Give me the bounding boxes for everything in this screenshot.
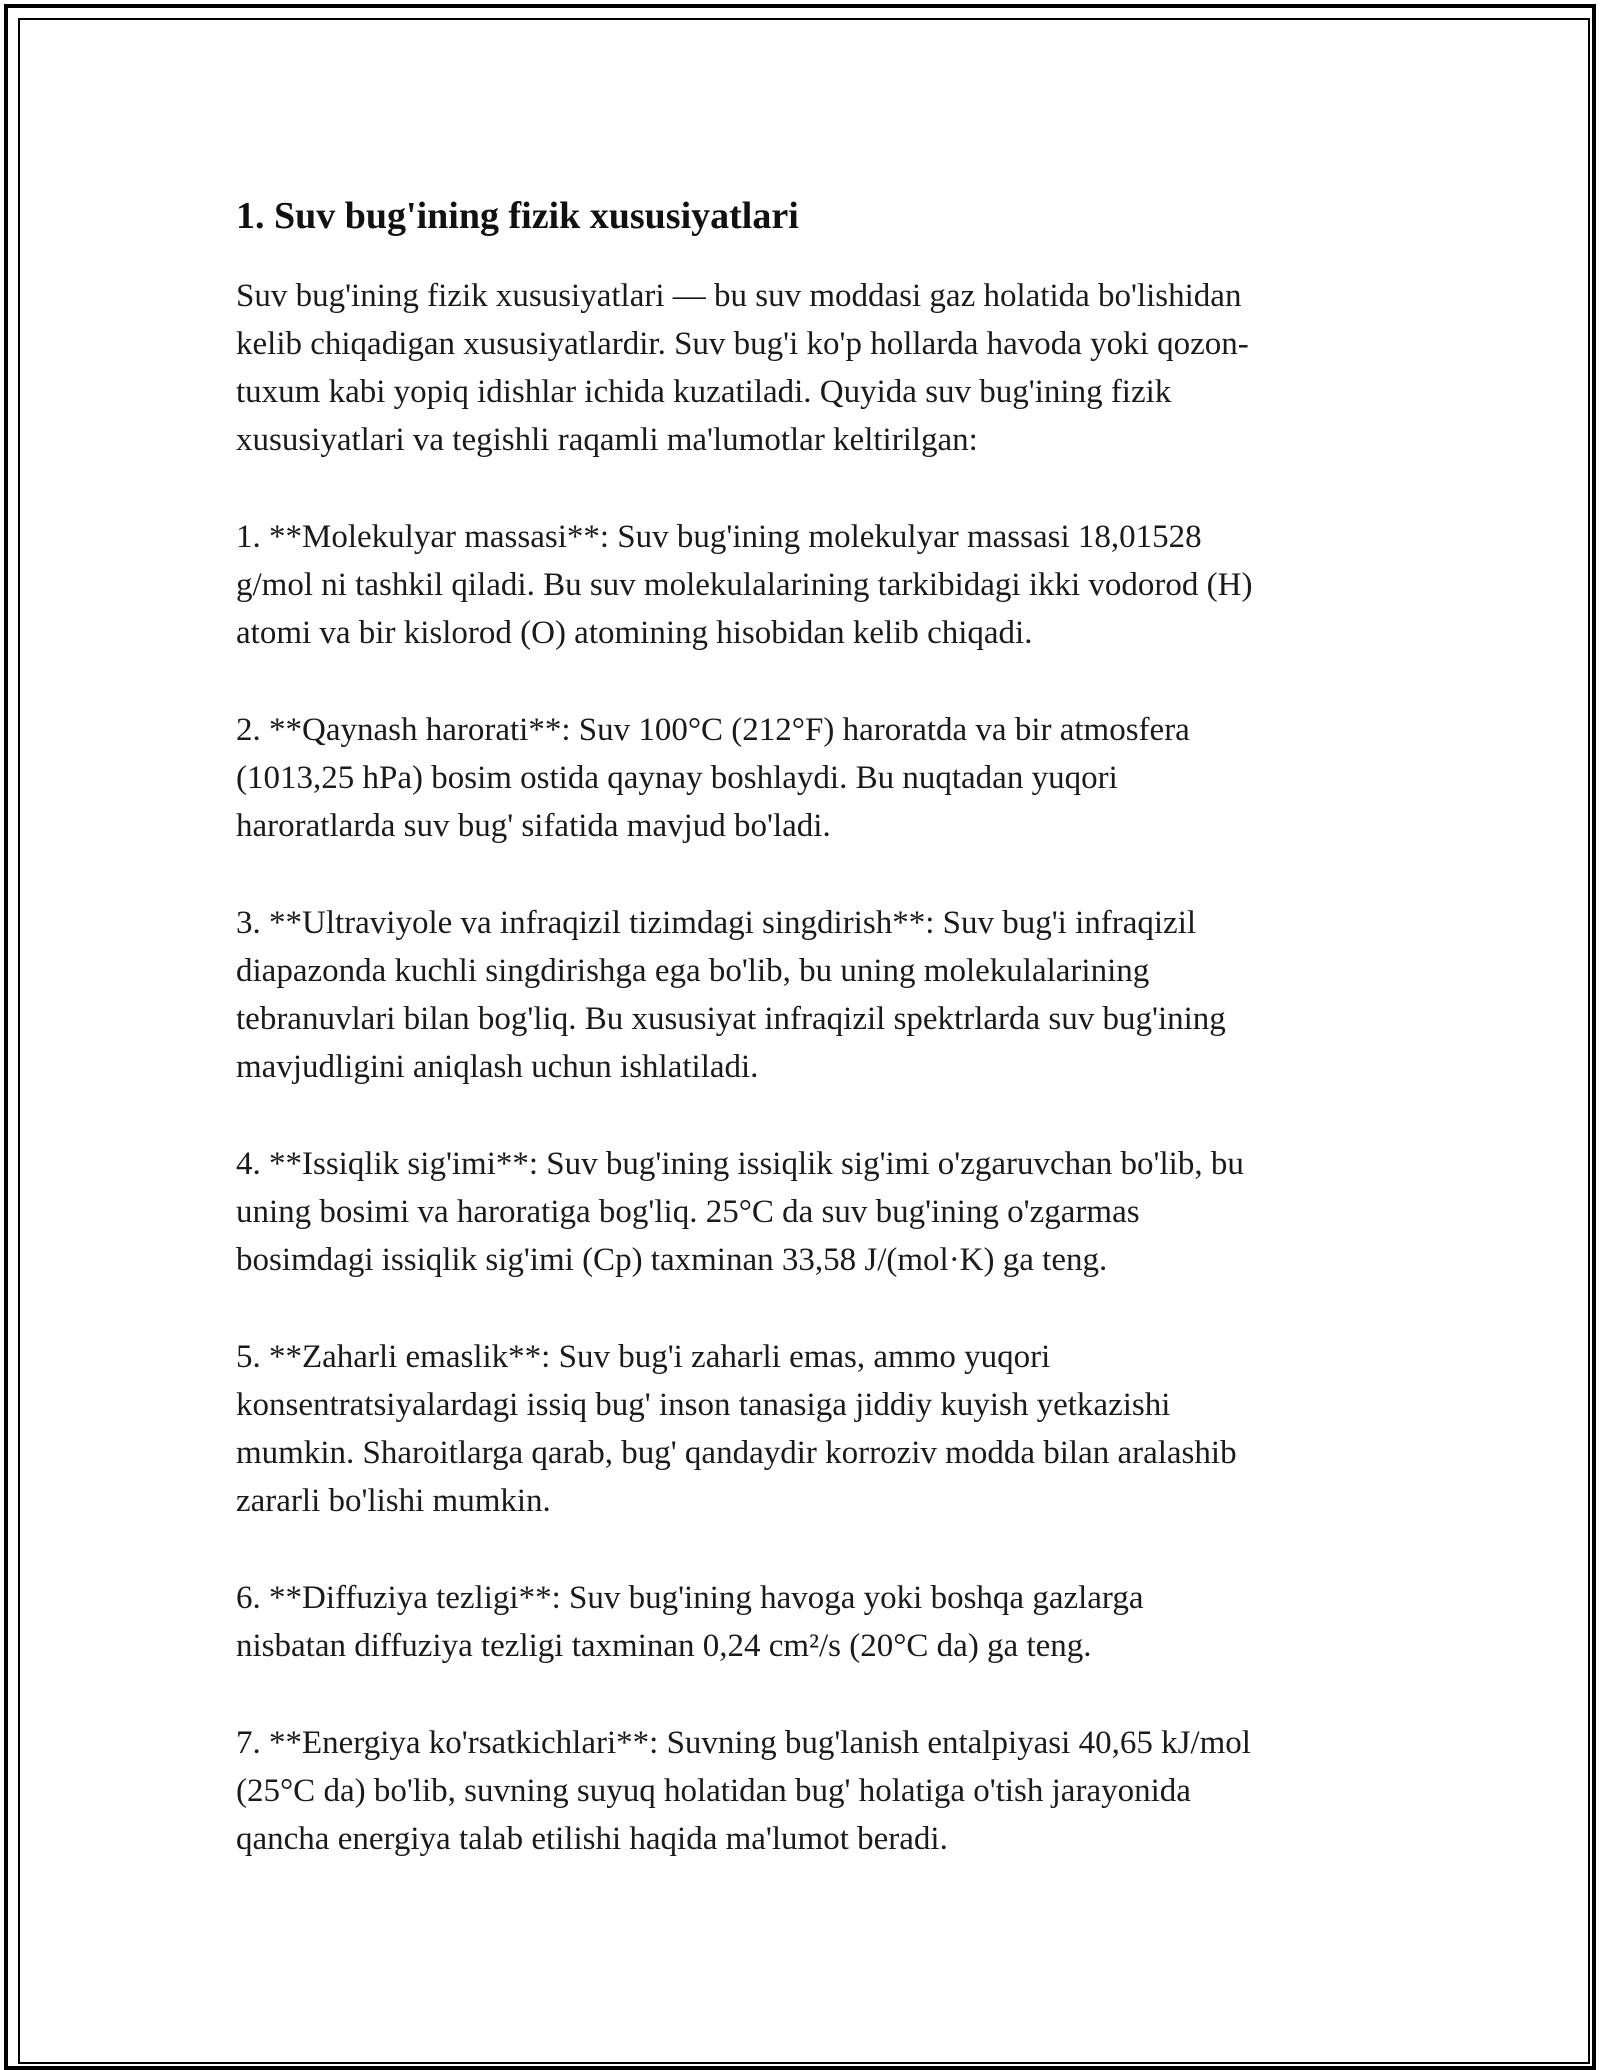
text-line: qancha energiya talab etilishi haqida ma'lumot beradi. [236, 1821, 948, 1857]
list-item-molecular-mass [236, 513, 1366, 657]
text-line: 1. **Molekulyar massasi**: Suv bug'ining molekulyar massasi 18,01528 [236, 519, 1202, 555]
text-line: 5. **Zaharli emaslik**: Suv bug'i zaharli emas, ammo yuqori [236, 1339, 1051, 1375]
list-item-heat-capacity [236, 1140, 1366, 1284]
text-line: xususiyatlari va tegishli raqamli ma'lumotlar keltirilgan: [236, 422, 978, 458]
text-line: 4. **Issiqlik sig'imi**: Suv bug'ining issiqlik sig'imi o'zgaruvchan bo'lib, bu [236, 1146, 1244, 1182]
text-line: zararli bo'lishi mumkin. [236, 1483, 551, 1519]
text-line: atomi va bir kislorod (O) atomining hisobidan kelib chiqadi. [236, 615, 1033, 651]
text-line: 6. **Diffuziya tezligi**: Suv bug'ining havoga yoki boshqa gazlarga [236, 1580, 1144, 1616]
text-line: Suv bug'ining fizik xususiyatlari — bu suv moddasi gaz holatida bo'lishidan [236, 278, 1242, 314]
text-line: mavjudligini aniqlash uchun ishlatiladi. [236, 1049, 759, 1085]
document-body [236, 186, 1366, 1912]
list-item-toxicity [236, 1333, 1366, 1525]
intro-paragraph [236, 272, 1366, 464]
text-line: haroratlarda suv bug' sifatida mavjud bo'ladi. [236, 808, 831, 844]
text-line: konsentratsiyalardagi issiq bug' inson tanasiga jiddiy kuyish yetkazishi [236, 1387, 1171, 1423]
text-line: 2. **Qaynash harorati**: Suv 100°C (212°F) haroratda va bir atmosfera [236, 712, 1190, 748]
text-line: 7. **Energiya ko'rsatkichlari**: Suvning bug'lanish entalpiyasi 40,65 kJ/mol [236, 1725, 1251, 1761]
list-item-diffusion [236, 1574, 1366, 1670]
list-item-boiling-point [236, 706, 1366, 850]
section-heading: 1. Suv bug'ining fizik xususiyatlari [236, 195, 799, 237]
text-line: (1013,25 hPa) bosim ostida qaynay boshlaydi. Bu nuqtadan yuqori [236, 760, 1118, 796]
text-line: 3. **Ultraviyole va infraqizil tizimdagi singdirish**: Suv bug'i infraqizil [236, 905, 1197, 941]
list-item-energy [236, 1719, 1366, 1863]
text-line: diapazonda kuchli singdirishga ega bo'lib, bu uning molekulalarining [236, 953, 1150, 989]
text-line: uning bosimi va haroratiga bog'liq. 25°C da suv bug'ining o'zgarmas [236, 1194, 1140, 1230]
text-line: tebranuvlari bilan bog'liq. Bu xususiyat infraqizil spektrlarda suv bug'ining [236, 1001, 1226, 1037]
text-line: nisbatan diffuziya tezligi taxminan 0,24 cm²/s (20°C da) ga teng. [236, 1628, 1092, 1664]
text-line: kelib chiqadigan xususiyatlardir. Suv bug'i ko'p hollarda havoda yoki qozon- [236, 326, 1249, 362]
text-line: tuxum kabi yopiq idishlar ichida kuzatiladi. Quyida suv bug'ining fizik [236, 374, 1172, 410]
text-line: (25°C da) bo'lib, suvning suyuq holatidan bug' holatiga o'tish jarayonida [236, 1773, 1191, 1809]
text-line: mumkin. Sharoitlarga qarab, bug' qandaydir korroziv modda bilan aralashib [236, 1435, 1237, 1471]
text-line: g/mol ni tashkil qiladi. Bu suv molekulalarining tarkibidagi ikki vodorod (H) [236, 567, 1253, 603]
text-line: bosimdagi issiqlik sig'imi (Cp) taxminan 33,58 J/(mol·K) ga teng. [236, 1242, 1108, 1278]
list-item-absorption [236, 899, 1366, 1091]
